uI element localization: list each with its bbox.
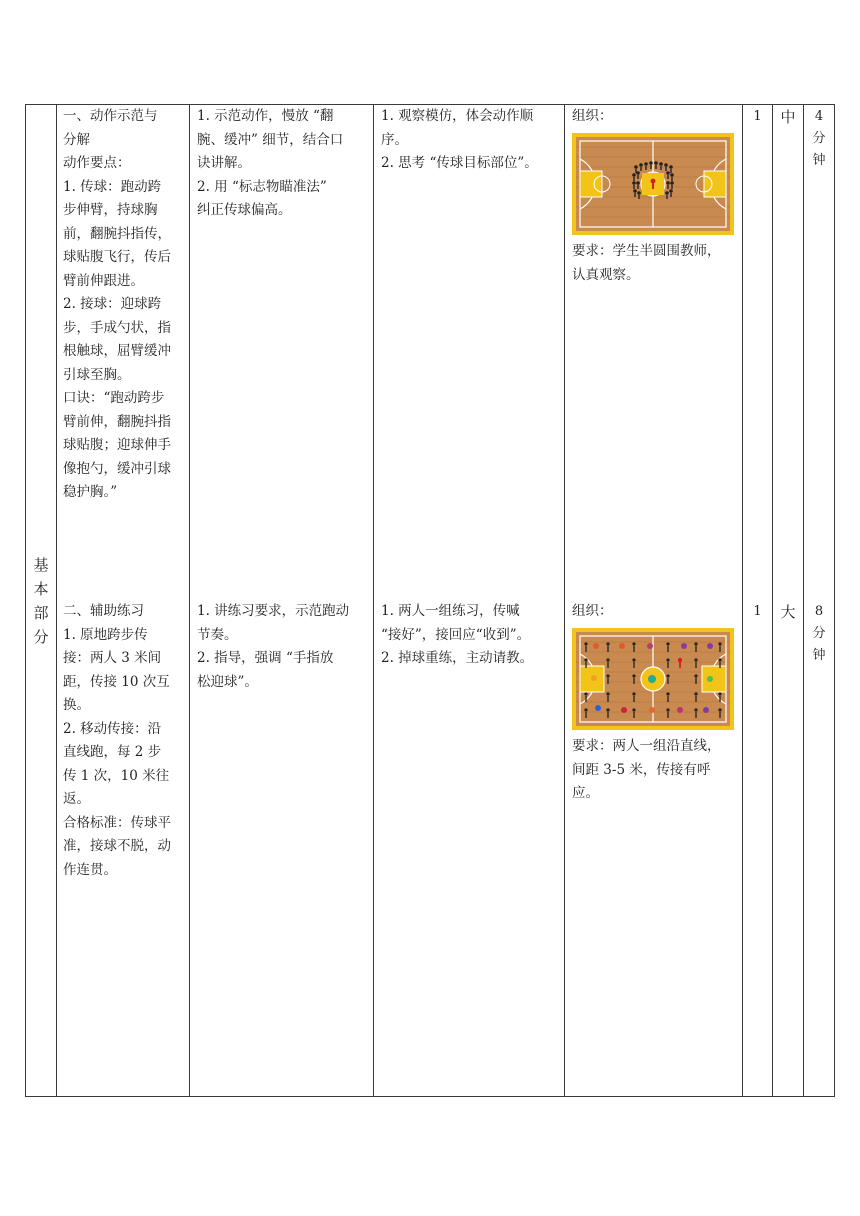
content-line: 2. 移动传接：沿 — [63, 720, 162, 737]
row2-requirement — [572, 735, 740, 806]
requirement-line: 认真观察。 — [572, 266, 640, 283]
row2-content — [63, 600, 187, 882]
content-line: 动作要点： — [63, 155, 131, 171]
teacher-line: 纠正传球偏高。 — [197, 202, 292, 218]
requirement-line: 要求：两人一组沿直线， — [572, 738, 721, 754]
row1-intensity: 中 — [780, 108, 796, 126]
section-label — [31, 553, 51, 649]
content-line: 作连贯。 — [63, 861, 117, 878]
row2-student — [381, 600, 563, 671]
row2-time — [804, 601, 834, 667]
content-line: 步，手成勺状，指 — [63, 319, 171, 336]
teacher-line: 1. 示范动作，慢放 “翻 — [197, 108, 334, 124]
row1-org-label: 组织： — [572, 108, 613, 124]
content-line: 合格标准：传球平 — [63, 814, 171, 831]
student-line: 2. 掉球重练，主动请教。 — [381, 650, 534, 666]
content-line: 分解 — [63, 131, 90, 148]
row2-teacher — [197, 600, 371, 694]
row1-count: 1 — [753, 109, 762, 124]
student-line: 2. 思考 “传球目标部位”。 — [381, 155, 538, 171]
content-line: 接：两人 3 米间 — [63, 650, 162, 666]
time-char: 钟 — [812, 648, 826, 663]
row1-requirement — [572, 240, 740, 287]
content-line: 前，翻腕抖指传， — [63, 225, 171, 242]
row2-org-label: 组织： — [572, 603, 613, 619]
time-char: 钟 — [812, 153, 826, 168]
requirement-line: 间距 3-5 米，传接有呼 — [572, 761, 711, 778]
teacher-line: 诀讲解。 — [197, 155, 251, 171]
content-line: 一、动作示范与 — [63, 108, 158, 124]
teacher-line: 2. 指导，强调 “手指放 — [197, 650, 334, 666]
content-line: 像抱勺，缓冲引球 — [63, 460, 171, 477]
time-char: 8 — [814, 604, 824, 619]
content-line: 二、辅助练习 — [63, 603, 144, 619]
court-diagram-pairs — [572, 628, 734, 730]
content-line: 口诀：“跑动跨步 — [63, 390, 165, 406]
student-line: “接好”，接回应“收到”。 — [381, 626, 531, 643]
row1-teacher — [197, 105, 371, 223]
section-label-char: 分 — [33, 628, 49, 646]
content-line: 传 1 次，10 米往 — [63, 767, 170, 784]
section-label-char: 部 — [33, 604, 49, 622]
content-line: 距，传接 10 次互 — [63, 673, 170, 690]
col-border-0 — [25, 104, 26, 1097]
content-line: 臂前伸跟进。 — [63, 272, 144, 289]
time-char: 分 — [812, 626, 826, 641]
time-char: 4 — [814, 109, 824, 124]
student-line: 1. 两人一组练习，传喊 — [381, 603, 520, 619]
col-border-8 — [834, 104, 835, 1097]
content-line: 直线跑，每 2 步 — [63, 744, 162, 760]
student-line: 1. 观察模仿，体会动作顺 — [381, 108, 534, 124]
content-line: 球贴腹；迎球伸手 — [63, 437, 171, 453]
col-border-1 — [56, 104, 57, 1097]
row1-student — [381, 105, 563, 176]
teacher-line: 松迎球”。 — [197, 673, 258, 690]
section-label-char: 基 — [33, 556, 49, 574]
content-line: 步伸臂，持球胸 — [63, 202, 158, 218]
content-line: 换。 — [63, 697, 90, 713]
row1-content — [63, 105, 187, 505]
row2-intensity: 大 — [780, 603, 796, 621]
teacher-line: 节奏。 — [197, 626, 238, 643]
court-diagram-demo — [572, 133, 734, 235]
requirement-line: 应。 — [572, 785, 599, 801]
content-line: 2. 接球：迎球跨 — [63, 296, 162, 312]
col-border-3 — [373, 104, 374, 1097]
col-border-2 — [189, 104, 190, 1097]
col-border-4 — [564, 104, 565, 1097]
student-line: 序。 — [381, 131, 408, 148]
content-line: 返。 — [63, 791, 90, 807]
teacher-line: 2. 用 “标志物瞄准法” — [197, 178, 327, 195]
row1-time — [804, 106, 834, 172]
requirement-line: 要求：学生半圆围教师， — [572, 243, 721, 259]
content-line: 准，接球不脱，动 — [63, 838, 171, 854]
content-line: 1. 原地跨步传 — [63, 626, 148, 643]
content-line: 臂前伸，翻腕抖指 — [63, 413, 171, 430]
time-char: 分 — [812, 131, 826, 146]
row2-count: 1 — [753, 604, 762, 619]
teacher-line: 腕、缓冲” 细节，结合口 — [197, 131, 344, 148]
teacher-line: 1. 讲练习要求，示范跑动 — [197, 603, 350, 619]
content-line: 引球至胸。 — [63, 366, 131, 383]
content-line: 根触球，屈臂缓冲 — [63, 343, 171, 359]
content-line: 1. 传球：跑动跨 — [63, 178, 162, 195]
content-line: 稳护胸。” — [63, 484, 118, 500]
table-bottom-border — [25, 1096, 835, 1097]
section-label-char: 本 — [33, 580, 49, 598]
content-line: 球贴腹飞行，传后 — [63, 249, 171, 265]
